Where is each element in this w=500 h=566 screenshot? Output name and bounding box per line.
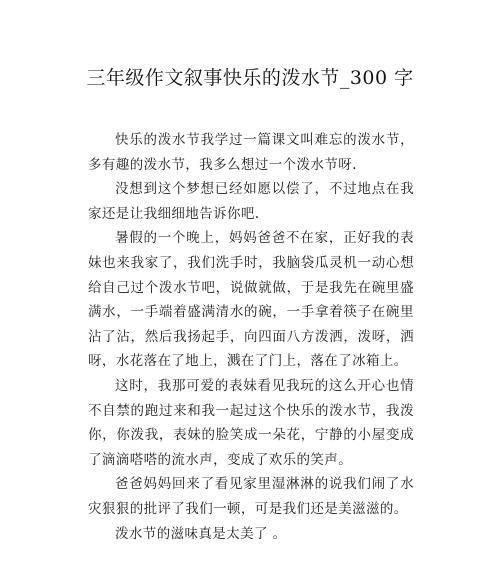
page-title: 三年级作文叙事快乐的泼水节_300 字 bbox=[86, 67, 414, 89]
paragraph-1: 快乐的泼水节我学过一篇课文叫难忘的泼水节，多有趣的泼水节，我多么想过一个泼水节呀. bbox=[88, 132, 414, 173]
article-body bbox=[88, 128, 414, 546]
paragraph-6: 泼水节的滋味真是太美了 。 bbox=[115, 525, 287, 542]
paragraph-4: 这时，我那可爱的表妹看见我玩的这么开心也情不自禁的跑过来和我一起过这个快乐的泼水节，我泼你，你泼我，表妹的脸笑成一朵花，宁静的小屋变成了滴滴嗒嗒的流水声，变成了欢乐的笑声。 bbox=[88, 377, 414, 468]
paragraph-5: 爸爸妈妈回来了看见家里湿淋淋的说我们闹了水灾狠狠的批评了我们一顿，可是我们还是美滋滋的。 bbox=[88, 476, 414, 517]
paragraph-3: 暑假的一个晚上，妈妈爸爸不在家，正好我的表妹也来我家了，我们洗手时，我脑袋瓜灵机一动心想给自己过个泼水节吧，说做就做，于是我先在碗里盛满水，一手端着盛满清水的碗，一手拿着筷子在碗里沾了沾，然后我扬起手，向四面八方泼洒，泼呀，洒呀，水花落在了地上，溅在了门上，落在了冰箱上。 bbox=[88, 230, 414, 370]
paragraph-2: 没想到这个梦想已经如愿以偿了，不过地点在我家还是让我细细地告诉你吧. bbox=[88, 181, 414, 222]
